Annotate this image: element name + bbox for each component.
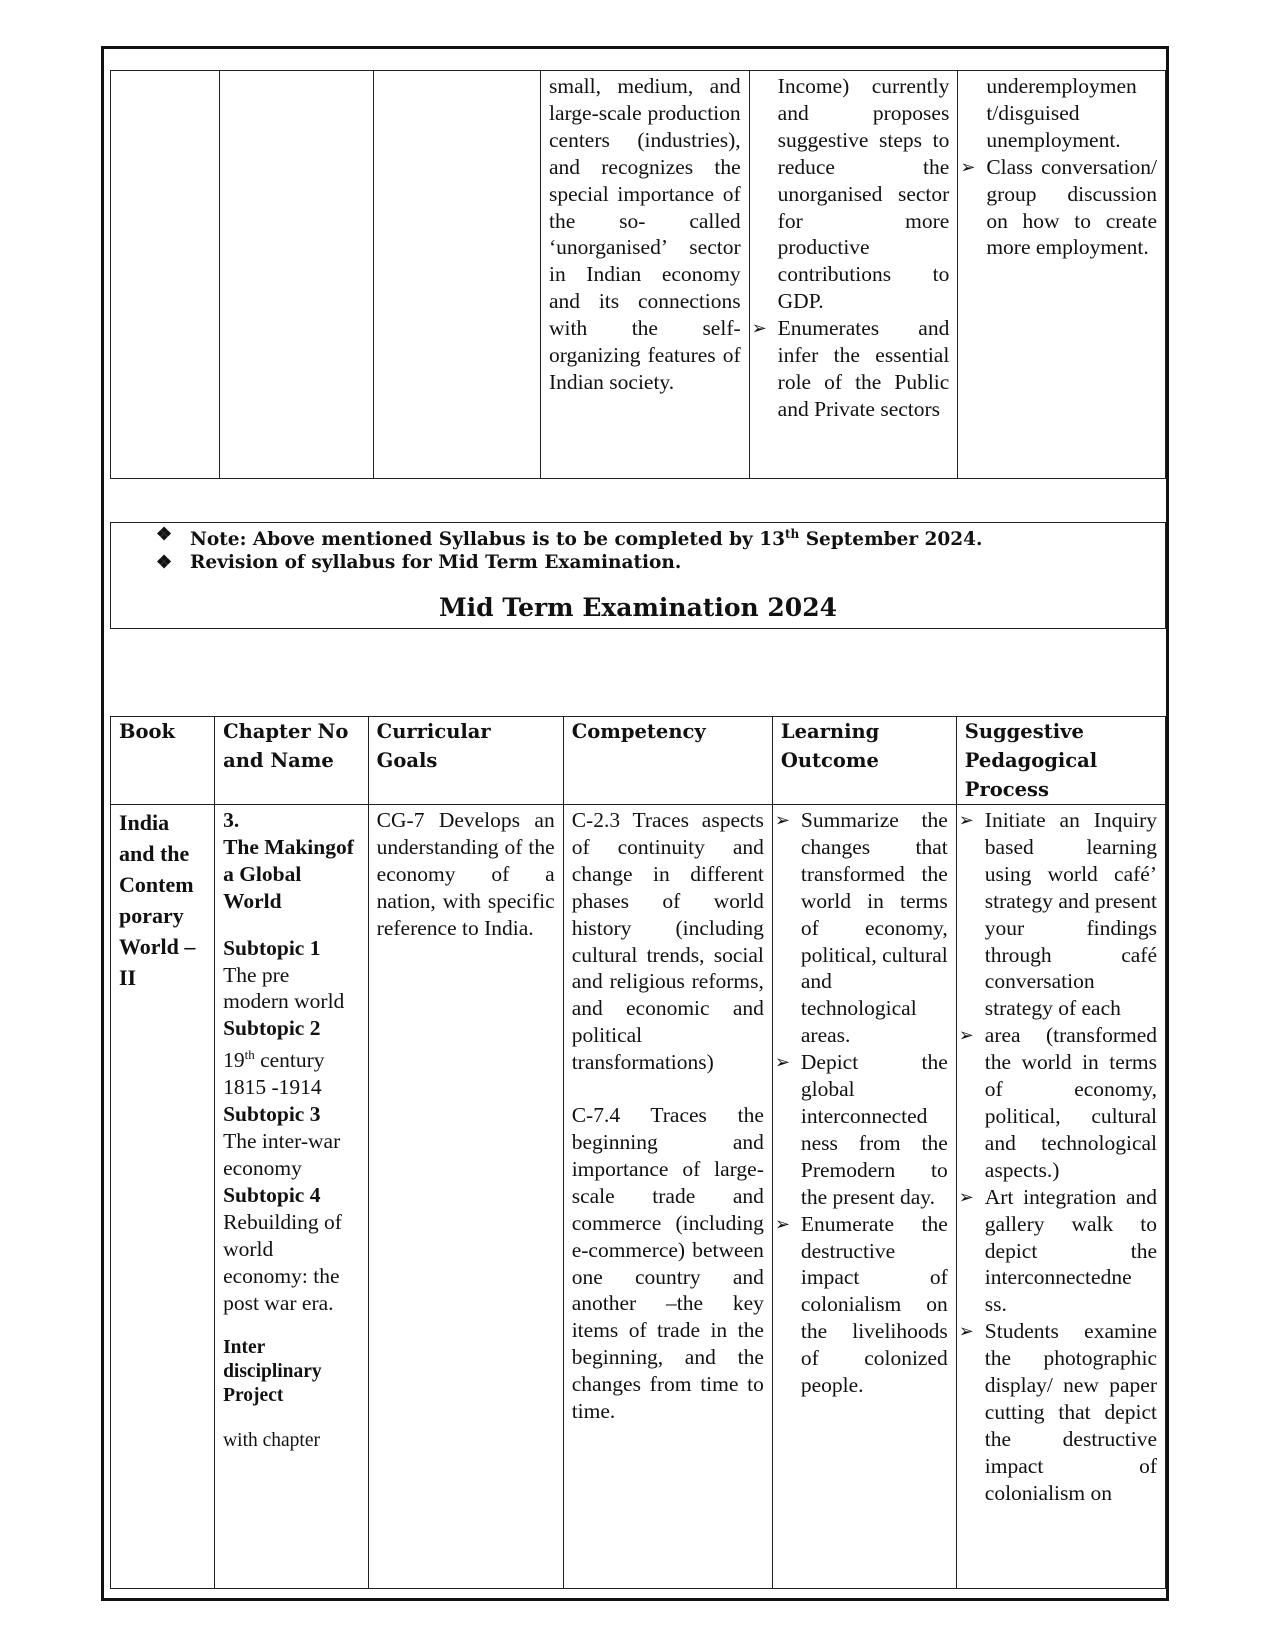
list-item: ➢ Enumerate the destructive impact of colonialism on the livelihoods of colonized people. xyxy=(774,1211,948,1398)
arrow-bullet-icon: ➢ xyxy=(960,156,976,177)
header-pedagogy: Suggestive Pedagogical Process xyxy=(956,717,1165,805)
list-item: ➢ Art integration and gallery walk to depict the interconnectedne ss. xyxy=(958,1184,1157,1317)
pedagogy-cell xyxy=(958,71,1166,479)
arrow-bullet-icon: ➢ xyxy=(958,1025,974,1046)
continued-syllabus-table xyxy=(110,70,1166,479)
book-cell xyxy=(111,71,220,479)
arrow-bullet-icon: ➢ xyxy=(958,1186,974,1207)
list-item: ➢ Initiate an Inquiry based learning using world café’ strategy and present your findings through café conversation strategy of each xyxy=(958,808,1157,1021)
table-row xyxy=(111,71,1166,479)
header-curricular-goals: Curricular Goals xyxy=(368,717,563,805)
pedagogy-text: underemploymen t/disguised unemployment. xyxy=(986,74,1137,152)
list-item: ➢ Depict the global interconnected ness from the Premodern to the present day. xyxy=(774,1050,948,1209)
pedagogy-cell xyxy=(956,805,1165,1589)
competency-cell: C-2.3 Traces aspects of continuity and change in different phases of world history (including cultural trends, social and religious reforms, and economic and political transformations) C-7.4 Traces the beginning and importance of large- scale trade and commerce (including e-commerce) between one country and another –the key items of trade in the beginning, and the changes from time to time. xyxy=(563,805,772,1589)
list-item: ➢ Class conversation/ group discussion on how to create more employment. xyxy=(960,154,1157,260)
arrow-bullet-icon: ➢ xyxy=(774,1213,790,1234)
arrow-bullet-icon: ➢ xyxy=(958,1321,974,1342)
header-chapter: Chapter No and Name xyxy=(215,717,369,805)
syllabus-table xyxy=(110,716,1166,1589)
curricular-goals-cell: CG-7 Develops an understanding of the economy of a nation, with specific reference to India. xyxy=(368,805,563,1589)
list-item: ➢ Students examine the photographic display/ new paper cutting that depict the destructive impact of colonialism on xyxy=(958,1319,1157,1505)
diamond-bullet-icon: ❖ xyxy=(156,524,173,545)
diamond-bullet-icon: ❖ xyxy=(156,552,173,574)
chapter-cell xyxy=(219,71,374,479)
learning-outcome-cell xyxy=(749,71,958,479)
note-item: ❖ Note: Above mentioned Syllabus is to be completed by 13th September 2024. xyxy=(156,524,983,551)
header-learning-outcome: Learning Outcome xyxy=(772,717,956,805)
list-item: ➢ area (transformed the world in terms of economy, political, cultural and technological aspects.) xyxy=(958,1023,1157,1182)
arrow-bullet-icon: ➢ xyxy=(958,810,974,830)
learning-outcome-text: Income) currently and proposes suggestive steps to reduce the unorganised sector for more productive contributions to GDP. xyxy=(777,74,950,314)
table-header-row xyxy=(111,717,1166,805)
table-row xyxy=(111,805,1166,1589)
arrow-bullet-icon: ➢ xyxy=(774,1052,790,1073)
note-box xyxy=(110,522,1166,629)
chapter-cell: 3. The Makingof a Global World Subtopic 1 The pre modern world Subtopic 2 19th century 1815 -1914 Subtopic 3 The inter-war economy Subtopic 4 Rebuilding of world economy: the post war era. Inter disciplinary Project with chapter xyxy=(215,805,369,1589)
section-title: Mid Term Examination 2024 xyxy=(439,593,837,622)
note-item: ❖ Revision of syllabus for Mid Term Examination. xyxy=(156,552,682,574)
header-competency: Competency xyxy=(563,717,772,805)
list-item: ➢ Enumerates and infer the essential role of the Public and Private sectors xyxy=(751,316,950,421)
arrow-bullet-icon: ➢ xyxy=(751,318,767,339)
header-book: Book xyxy=(111,717,215,805)
book-cell: India and the Contem porary World – II xyxy=(111,805,215,1589)
list-item: ➢ Summarize the changes that transformed the world in terms of economy, political, cultural and technological areas. xyxy=(774,808,948,1048)
arrow-bullet-icon: ➢ xyxy=(774,810,790,830)
competency-cell: small, medium, and large-scale production centers (industries), and recognizes the special importance of the so- called ‘unorganised’ sector in Indian economy and its connections with the self-organizing features of Indian society. xyxy=(540,71,749,479)
curricular-goals-cell xyxy=(374,71,541,479)
learning-outcome-cell xyxy=(772,805,956,1589)
